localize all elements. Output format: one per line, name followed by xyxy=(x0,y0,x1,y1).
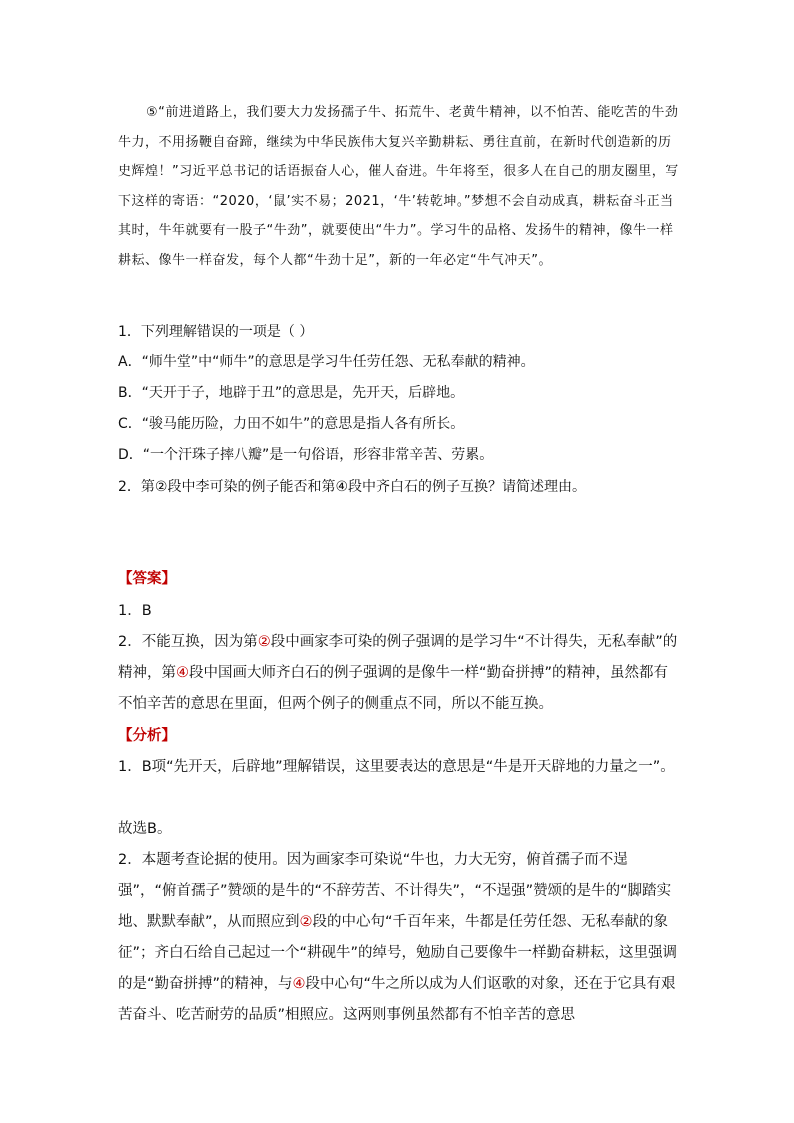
option-a: A．“师牛堂”中“师牛”的意思是学习牛任劳任怨、无私奉献的精神。 xyxy=(118,354,535,370)
answer-1: 1．B xyxy=(118,603,152,619)
answer-heading: 【答案】 xyxy=(118,571,176,587)
answer-2-circled-4: ④ xyxy=(176,665,189,681)
q2-circled-4: ④ xyxy=(335,479,349,495)
analysis-2 xyxy=(118,845,678,1031)
q2-text-mid: 段中李可染的例子能否和第 xyxy=(167,479,336,495)
analysis-2-circled-2: ② xyxy=(299,914,313,930)
analysis-choice: 故选B。 xyxy=(118,821,172,837)
analysis-heading: 【分析】 xyxy=(118,728,176,744)
question-1: 1．下列理解错误的一项是（ ） xyxy=(118,324,314,340)
answer-2-pre: 2．不能互换，因为第 xyxy=(118,634,258,650)
answer-2-post: 段中国画大师齐白石的例子强调的是像牛一样“勤奋拼搏”的精神，虽然都有不怕辛苦的意思在里面，但两个例子的侧重点不同，所以不能互换。 xyxy=(118,665,669,712)
q2-text-post: 段中齐白石的例子互换？请简述理由。 xyxy=(348,479,587,495)
answer-2 xyxy=(118,627,678,720)
paragraph-number: ⑤ xyxy=(146,105,159,120)
question-2 xyxy=(118,477,698,497)
passage-text: “前进道路上，我们要大力发扬孺子牛、拓荒牛、老黄牛精神，以不怕苦、能吃苦的牛劲牛力，不用扬鞭自奋蹄，继续为中华民族伟大复兴辛勤耕耘、勇往直前，在新时代创造新的历史辉煌！”习近平总书记的话语振奋人心，催人奋进。牛年将至，很多人在自己的朋友圈里，写下这样的寄语：“2020，‘鼠’实不易；2021，‘牛’转乾坤。”梦想不会自动成真，耕耘奋斗正当其时，牛年就要有一股子“牛劲”，就要使出“牛力”。学习牛的品格、发扬牛的精神，像牛一样耕耘、像牛一样奋发，每个人都“牛劲十足”，新的一年必定“牛气冲天”。 xyxy=(118,105,679,268)
analysis-1: 1．B项“先开天，后辟地”理解错误，这里要表达的意思是“牛是开天辟地的力量之一”。 xyxy=(118,759,675,775)
analysis-2-a: 2．本题考查论据的使用。因为画家李可染说“牛也，力大无穷，俯首孺子而不逞强”，“俯首孺子”赞颂的是牛的“不辞劳苦、不计得失”，“不逞强”赞颂的是牛的“脚踏实地、默默奉献”，从而照应到 xyxy=(118,852,672,930)
q2-circled-2: ② xyxy=(154,479,168,495)
option-c: C．“骏马能历险，力田不如牛”的意思是指人各有所长。 xyxy=(118,416,465,432)
answer-2-circled-2: ② xyxy=(257,634,271,650)
option-b: B．“天开于子，地辟于丑”的意思是，先开天，后辟地。 xyxy=(118,385,465,401)
analysis-2-circled-4: ④ xyxy=(292,976,306,992)
option-d: D．“一个汗珠子摔八瓣”是一句俗语，形容非常辛苦、劳累。 xyxy=(118,447,494,463)
answer-2-mid: 段中画家李可染的例子强调的是学习牛“不计得失，无私奉献”的精神，第 xyxy=(118,634,678,681)
q2-text-pre: 2．第 xyxy=(118,479,155,495)
analysis-2-c: 段中心句“牛之所以成为人们讴歌的对象，还在于它具有艰苦奋斗、吃苦耐劳的品质”相照应。这两则事例虽然都有不怕辛苦的意思 xyxy=(118,976,676,1023)
analysis-2-b: 段的中心句“千百年来，牛都是任劳任怨、无私奉献的象征”；齐白石给自己起过一个“耕砚牛”的绰号，勉励自己要像牛一样勤奋耕耘，这里强调的是“勤奋拼搏”的精神，与 xyxy=(118,914,678,992)
passage-paragraph-5 xyxy=(118,98,680,276)
